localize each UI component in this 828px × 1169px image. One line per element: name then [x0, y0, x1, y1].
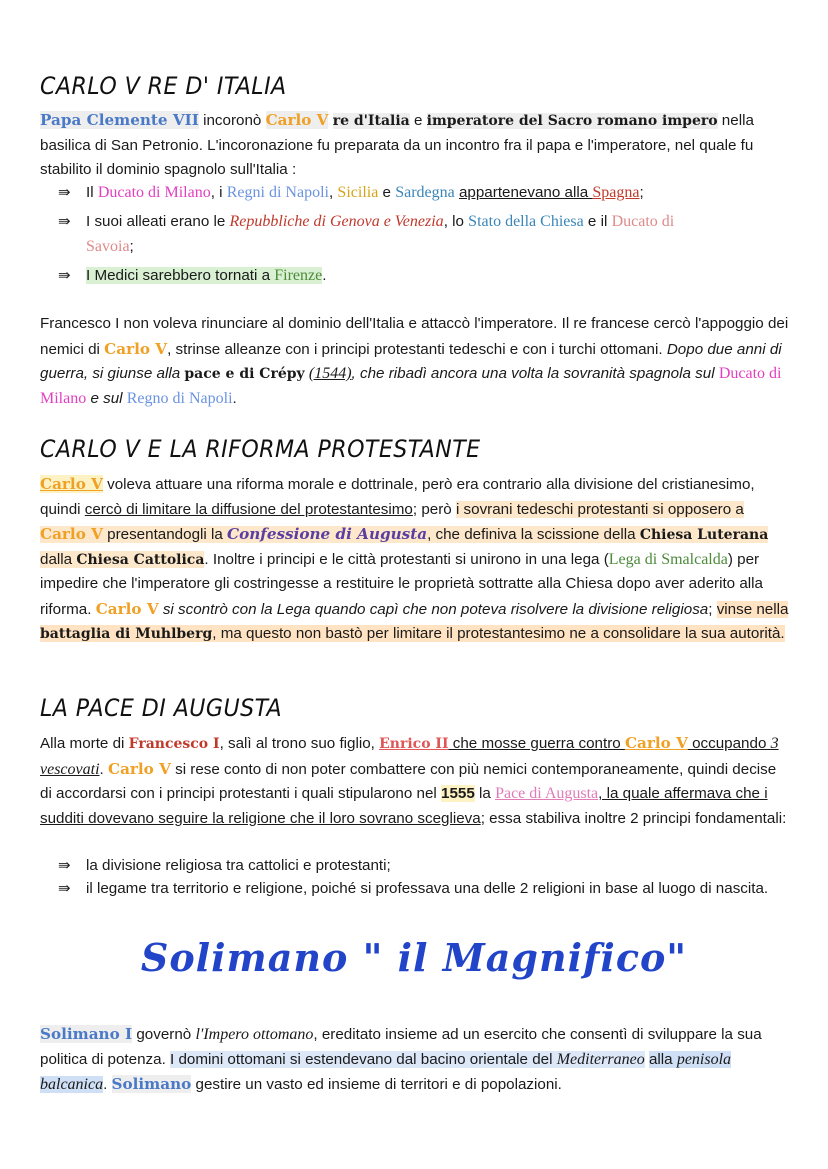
text-italic: , che ribadì ancora una volta la sovranità spagnola sul [351, 365, 719, 382]
text: , lo [443, 213, 469, 230]
term-ducato-savoia: Ducato di [611, 213, 675, 230]
text: gestire un vasto ed insieme di territori e di popolazioni. [191, 1076, 562, 1093]
term-carlo-v: Carlo V [624, 734, 688, 752]
text: , ereditato insieme ad un esercito che consentì di sviluppare la sua politica di potenza. [40, 1026, 762, 1068]
term-anno-1544: (1544) [308, 365, 352, 382]
text: Il [86, 184, 98, 201]
term-anno-1555: 1555 [441, 785, 475, 802]
term-regno-napoli: Regno di Napoli [126, 389, 233, 407]
term-papa-clemente: Papa Clemente VII [40, 111, 199, 129]
term-firenze: Firenze [274, 267, 323, 284]
text: e [378, 184, 396, 201]
text-italic: Dopo due anni di guerra, si giunse alla [40, 340, 782, 382]
bullet-item [58, 264, 778, 289]
paragraph-solimano [40, 1022, 790, 1098]
text: , strinse alleanze con i principi protestanti tedeschi e con i turchi ottomani. [167, 340, 667, 358]
text: voleva attuare una riforma morale e dottrinale, però era contrario alla divisione del cristianesimo, quindi [40, 476, 755, 518]
text-highlighted: , ma questo non bastò per limitare il protestantesimo ne a consolidare la sua autorità. [212, 625, 785, 642]
text: ) per impedire che l'imperatore gli costringesse a restituire le proprietà sottratte alla Chiesa dopo aver aderito alla riforma. [40, 550, 763, 618]
text: Francesco I non voleva rinunciare al dominio dell'Italia e attaccò l'imperatore. Il re francese cercò l'appoggio dei nemici di [40, 315, 789, 358]
double-arrow-icon: ⇛ [58, 184, 71, 201]
term-impero-ottomano: l'Impero ottomano [195, 1026, 314, 1043]
text-highlighted: vinse nella [716, 600, 789, 618]
text-highlighted: alla [648, 1050, 677, 1068]
bullet-item [58, 181, 778, 206]
heading-solimano: Solimano " il Magnifico" [140, 935, 688, 980]
text: Alla morte di [40, 735, 129, 752]
text: I suoi alleati erano le [86, 213, 230, 230]
term-vescovati: 3 vescovati [40, 735, 779, 778]
text-underlined: appartenevano alla [458, 184, 593, 201]
term-carlo-v: Carlo V [40, 475, 103, 493]
term-ducato-milano: Ducato di Milano [40, 365, 782, 407]
bullet-item [58, 210, 778, 259]
term-carlo-v: Carlo V [95, 599, 159, 618]
term-enrico-ii: Enrico II [379, 736, 449, 752]
text: , salì al trono suo figlio, [219, 735, 380, 752]
paragraph-incoronazione [40, 108, 790, 183]
term-savoia: Savoia [86, 237, 130, 255]
text: . [322, 267, 327, 284]
term-imperatore: imperatore del Sacro romano impero [426, 113, 718, 129]
text: la divisione religiosa tra cattolici e protestanti; [86, 857, 391, 874]
term-spagna: Spagna [592, 184, 640, 201]
term-carlo-v: Carlo V [265, 111, 329, 129]
double-arrow-icon: ⇛ [58, 267, 71, 284]
text: I Medici sarebbero tornati a [86, 267, 275, 284]
text: ; [129, 237, 134, 255]
text: ; però [412, 500, 456, 518]
text: , i [210, 184, 227, 201]
term-pace-crepy: pace e di Crépy [184, 366, 305, 382]
text: . [103, 1076, 112, 1093]
text: ; [639, 184, 644, 201]
text: ; essa stabiliva inoltre 2 principi fondamentali: [480, 809, 787, 827]
text: . [232, 389, 237, 407]
text-highlighted: , che definiva la scissione della [427, 526, 640, 543]
term-repubbliche: Repubbliche di Genova e Venezia [229, 213, 444, 230]
text-underlined: , la quale affermava che i sudditi dovevano seguire la religione che il loro sovrano sceglieva [40, 785, 768, 827]
text: il legame tra territorio e religione, poiché si professava una delle 2 religioni in base al luogo di nascita. [86, 880, 769, 897]
text: e il [583, 213, 612, 230]
term-confessione-augusta: Confessione di Augusta [227, 525, 428, 543]
paragraph-francesco-i [40, 312, 790, 411]
term-regni-napoli: Regni di Napoli [226, 184, 329, 201]
term-carlo-v: Carlo V [40, 525, 103, 543]
term-solimano: Solimano [111, 1075, 192, 1093]
term-carlo-v: Carlo V [104, 339, 168, 358]
term-sardegna: Sardegna [395, 184, 455, 201]
term-sicilia: Sicilia [337, 184, 379, 201]
term-chiesa-cattolica: Chiesa Cattolica [76, 551, 205, 568]
text: . Inoltre i principi e le città protestanti si unirono in una lega ( [204, 550, 609, 568]
text-highlighted: presentandogli la [102, 526, 228, 543]
text: ; [708, 600, 717, 618]
term-francesco-i: Francesco I [128, 736, 220, 752]
text-underlined: occupando [687, 735, 771, 752]
text-italic: si scontrò con la Lega quando capì che non poteva risolvere la divisione religiosa [158, 600, 709, 618]
term-mediterraneo: Mediterraneo [556, 1050, 645, 1068]
text: , [328, 184, 338, 201]
text-highlighted: i sovrani tedeschi protestanti si opposero a [455, 500, 744, 518]
bullet-item [58, 855, 778, 877]
text: si rese conto di non poter combattere con più nemici contemporaneamente, quindi decise di accordarsi con i principi protestanti i quali stipularono nel [40, 760, 777, 802]
text-highlighted: dalla [40, 550, 77, 568]
text: la [474, 785, 496, 802]
text: e [409, 112, 427, 129]
text: governò [132, 1026, 196, 1043]
term-carlo-v: Carlo V [107, 759, 171, 778]
heading-pace-augusta: LA PACE DI AUGUSTA [40, 694, 283, 722]
term-solimano-i: Solimano I [40, 1025, 133, 1043]
term-stato-chiesa: Stato della Chiesa [468, 213, 584, 230]
term-lega-smalcalda: Lega di Smalcalda [608, 550, 728, 568]
term-penisola-balcanica: penisola balcanica [40, 1050, 732, 1093]
term-chiesa-luterana: Chiesa Luterana [639, 527, 769, 543]
term-pace-augusta: Pace di Augusta [495, 785, 599, 802]
text: . [99, 760, 108, 778]
text-underlined: cercò di limitare la diffusione del protestantesimo [84, 500, 413, 518]
bullet-item [58, 879, 778, 899]
heading-riforma-protestante: CARLO V E LA RIFORMA PROTESTANTE [40, 435, 481, 463]
term-ducato-milano: Ducato di Milano [97, 184, 211, 201]
double-arrow-icon: ⇛ [58, 857, 71, 874]
text-underlined: che mosse guerra contro [448, 735, 625, 752]
term-re-italia: re d'Italia [332, 113, 410, 129]
double-arrow-icon: ⇛ [58, 213, 71, 230]
paragraph-pace-augusta [40, 731, 790, 831]
text-highlighted: I domini ottomani si estendevano dal bacino orientale del [170, 1050, 557, 1068]
text: nella basilica di San Petronio. L'incoronazione fu preparata da un incontro fra il papa e l'imperatore, nel quale fu stabilito il dominio spagnolo sull'Italia : [40, 112, 754, 178]
text-italic: e sul [86, 389, 127, 407]
paragraph-riforma [40, 472, 790, 647]
double-arrow-icon: ⇛ [58, 880, 71, 897]
text: incoronò [198, 112, 266, 129]
term-battaglia-muhlberg: battaglia di Muhlberg [40, 626, 213, 642]
heading-carlo-v-re-italia: CARLO V RE D' ITALIA [40, 72, 287, 100]
